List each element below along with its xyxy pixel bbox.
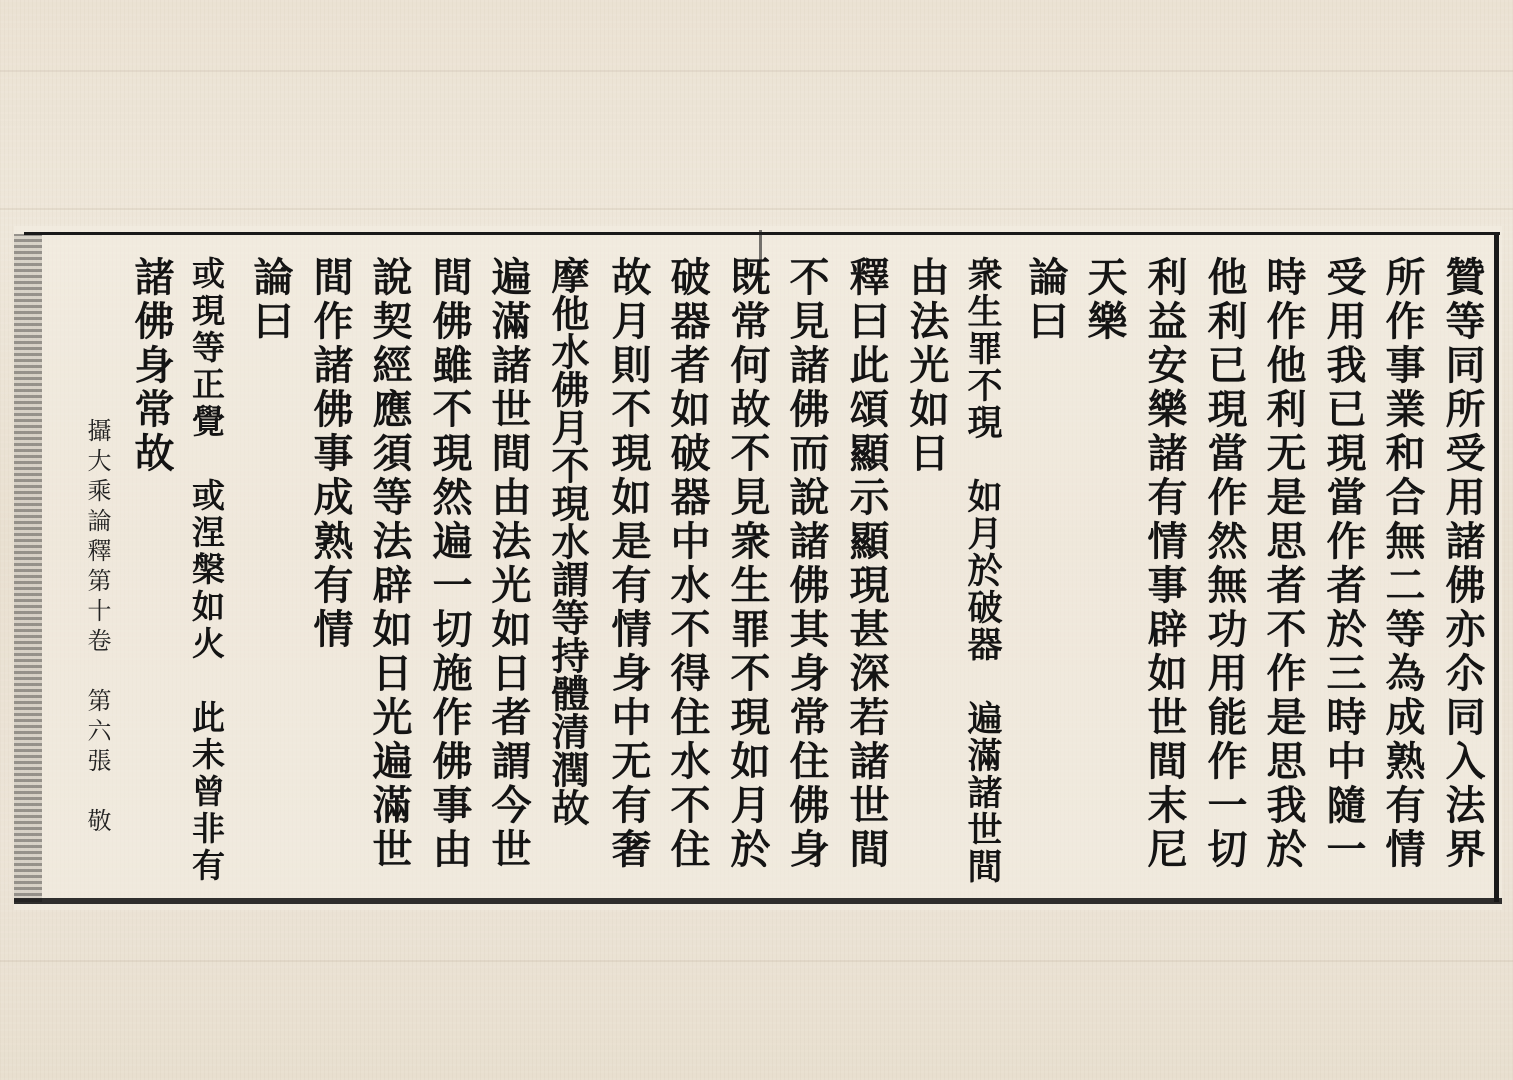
verse-column-2: 由法光如日 — [903, 256, 950, 476]
text-column-20: 間作諸佛事成熟有情 — [307, 256, 354, 652]
text-column-2: 所作事業和合無二等為成熟有情 — [1379, 256, 1426, 872]
text-column-17: 遍滿諸世間由法光如日者謂今世 — [485, 256, 532, 872]
text-column-4: 時作他利无是思者不作是思我於 — [1260, 256, 1307, 872]
text-column-1: 贊等同所受用諸佛亦尒同入法界 — [1439, 256, 1486, 872]
text-column-18: 間佛雖不現然遍一切施作佛事由 — [426, 256, 473, 872]
text-column-11: 釋曰此頌顯示顯現甚深若諸世間 — [843, 256, 890, 872]
frame-left-ink-edge — [14, 234, 42, 902]
text-column-19: 說契經應須等法辟如日光遍滿世 — [366, 256, 413, 872]
verse-column-1: 衆生罪不現 如月於破器 遍滿諸世間 — [962, 256, 1003, 885]
text-column-15: 故月則不現如是有情身中无有奢 — [605, 256, 652, 872]
paper-seam-upper — [0, 70, 1513, 72]
text-column-5: 他利已現當作然無功用能作一切 — [1201, 256, 1248, 872]
text-column-14: 破器者如破器中水不得住水不住 — [664, 256, 711, 872]
verse-column-3: 或現等正覺 或涅槃如火 此未曾非有 — [187, 256, 226, 885]
text-column-13: 既常何故不見衆生罪不現如月於 — [724, 256, 771, 872]
text-column-7: 天樂 — [1081, 256, 1128, 344]
paper-seam-middle — [0, 208, 1513, 210]
text-column-6: 利益安樂諸有情事辟如世間末尼 — [1141, 256, 1188, 872]
text-column-21: 論曰 — [247, 256, 294, 344]
text-column-8: 論曰 — [1022, 256, 1069, 344]
volume-footer: 攝大乘論釋第十卷 第六張 敬 — [83, 418, 111, 838]
text-column-23: 諸佛身常故 — [128, 256, 175, 476]
text-column-3: 受用我已現當作者於三時中隨一 — [1320, 256, 1367, 872]
text-column-16: 摩他水佛月不現水謂等持體清潤故 — [545, 256, 590, 826]
frame-right-border — [1494, 232, 1499, 902]
paper-seam-lower — [0, 960, 1513, 962]
printed-text-block — [14, 226, 1502, 910]
text-column-12: 不見諸佛而說諸佛其身常住佛身 — [783, 256, 830, 872]
frame-bottom-border — [14, 898, 1502, 904]
frame-top-border — [24, 232, 1500, 235]
